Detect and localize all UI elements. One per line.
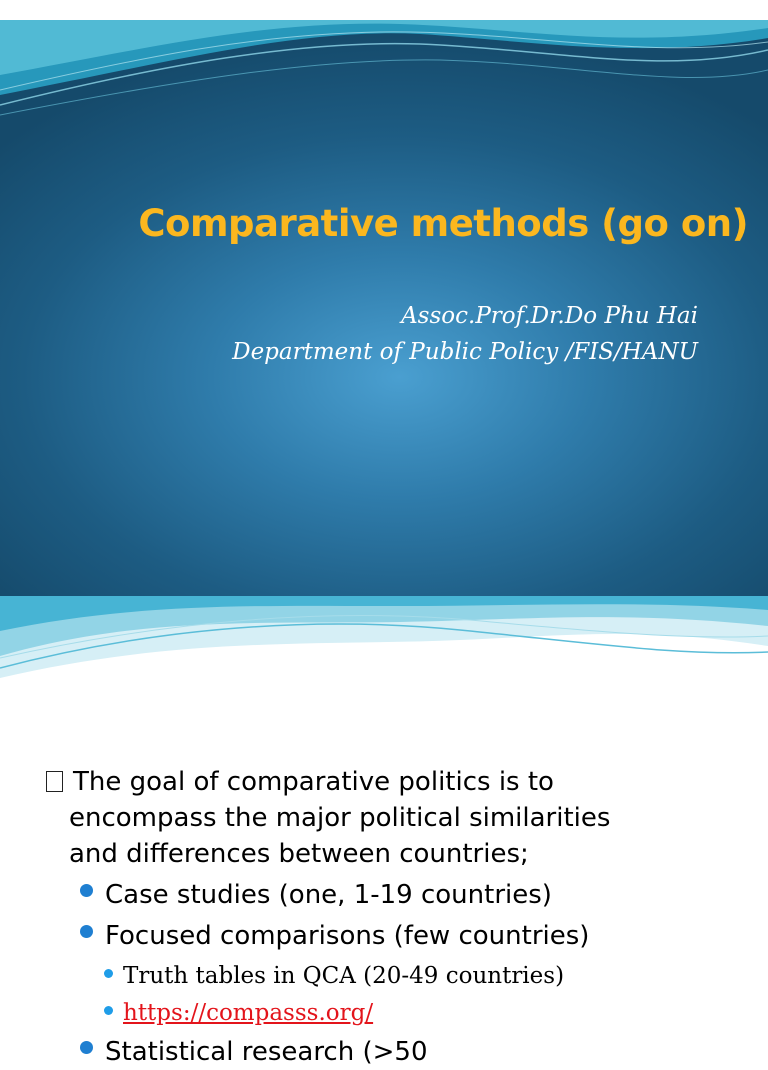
list-item [80,877,552,913]
list-item-partial [80,1034,428,1070]
list-item-text: Case studies (one, 1-19 countries) [105,879,552,910]
list-item [80,918,589,954]
wave-decoration [0,20,768,130]
paragraph-line-2: encompass the major political similarities [69,802,611,833]
wave-decoration [0,596,768,686]
bullet-icon [104,1006,113,1015]
main-paragraph [46,764,726,872]
missing-glyph-icon [46,771,63,792]
bullet-icon [80,884,93,897]
slide-title: Comparative methods (go on) [138,201,748,245]
paragraph-line-3: and differences between countries; [69,838,529,869]
sub-list-item [104,998,373,1028]
paragraph-line-1: The goal of comparative politics is to [73,766,554,797]
slide-subtitle [232,298,698,370]
list-item-text: Statistical research (>50 [105,1036,428,1067]
bullet-icon [104,969,113,978]
compasss-link[interactable]: https://compasss.org/ [123,999,374,1026]
title-slide [0,20,768,596]
list-item-text: Focused comparisons (few countries) [105,920,590,951]
bullet-icon [80,925,93,938]
author-name: Assoc.Prof.Dr.Do Phu Hai [401,302,698,329]
sub-list-item [104,961,564,991]
author-department: Department of Public Policy /FIS/HANU [232,338,698,365]
sub-list-item-text: Truth tables in QCA (20-49 countries) [123,962,565,989]
bullet-icon [80,1041,93,1054]
